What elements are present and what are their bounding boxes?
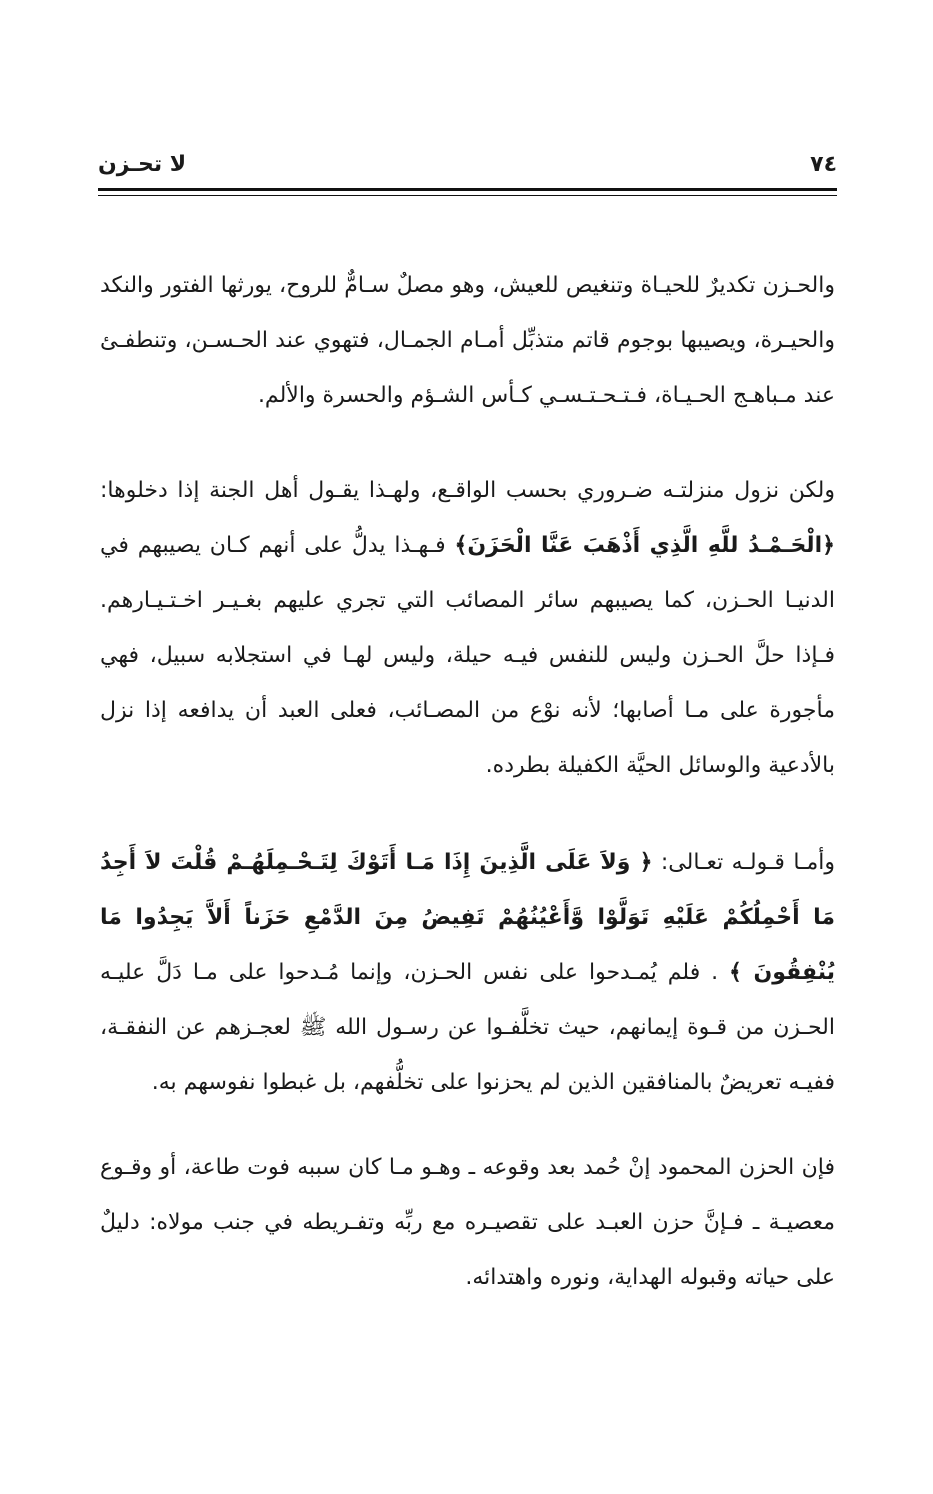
book-title: لا تحـزن xyxy=(98,152,187,177)
paragraph-4: فإن الحزن المحمود إنْ حُمد بعد وقوعه ـ وهـو مـا كان سببه فوت طاعة، أو وقـوع معصيـة ـ فـإنَّ حزن العبـد على تقصيـره مع ربِّه وتفـريطه في جنب مولاه: دليلٌ على حياته وقبوله الهداية، ونوره واهتدائه. xyxy=(100,1155,835,1290)
paragraph-3-intro: وأمـا قـولـه تعـالى: xyxy=(652,850,835,875)
header-rule-thick xyxy=(98,188,837,191)
page-header xyxy=(98,150,837,188)
body-text xyxy=(100,258,835,1305)
paragraph-1: والحـزن تكديرٌ للحيـاة وتنغيص للعيش، وهو مصلٌ سـامٌّ للروح، يورثها الفتور والنكد والحيـرة، ويصيبها بوجوم قاتم متذبِّل أمـام الجمـال، فتهوي عند الحـسـن، وتنطفـئ عند مـباهـج الحـيـاة، فـتـحـتـسـي كـأس الشـؤم والحسرة والألم. xyxy=(100,273,835,408)
quran-verse-1: ﴿الْحَـمْـدُ للَّهِ الَّذِي أَذْهَبَ عَنَّا الْحَزَنَ﴾ xyxy=(454,533,835,558)
quran-verse-2: ﴿ وَلاَ عَلَى الَّذِينَ إِذَا مَـا أَتَوْكَ لِتَـحْـمِلَهُـمْ قُلْتَ لاَ أَجِدُ مَا أَحْمِلُكُمْ عَلَيْهِ تَوَلَّوْا وَّأَعْيُنُهُمْ تَفِيضُ مِنَ الدَّمْعِ حَزَناً أَلاَّ يَجِدُوا مَا يُنْفِقُونَ ﴾ xyxy=(100,850,835,985)
paragraph-2 xyxy=(100,463,835,793)
page-number: ٧٤ xyxy=(810,152,837,177)
paragraph-3-body: . فلم يُمـدحوا على نفس الحـزن، وإنما مُـدحوا على مـا دَلَّ عليـه الحـزن من قـوة إيمانهم، حيث تخلَّفـوا عن رسـول الله ﷺ لعجـزهم عن النفقـة، ففيـه تعريضٌ بالمنافقين الذين لم يحزنوا على تخلُّفهم، بل غبطوا نفوسهم به. xyxy=(100,960,835,1095)
paragraph-2-intro: ولكن نزول منزلتـه ضـروري بحسب الواقـع، ولهـذا يقـول أهل الجنة إذا دخلوها: xyxy=(100,478,835,503)
paragraph-3 xyxy=(100,835,835,1110)
paragraph-2-body: فـهـذا يدلُّ على أنهم كـان يصيبهم في الدنيـا الحـزن، كما يصيبهم سائر المصائب التي تجري عليهم بغـيـر اخـتـيـارهم. فـإذا حلَّ الحـزن وليس للنفس فيـه حيلة، وليس لهـا في استجلابه سبيل، فهي مأجورة على مـا أصابها؛ لأنه نوْع من المصـائب، فعلى العبد أن يدافعه إذا نزل بالأدعية والوسائل الحيَّة الكفيلة بطرده. xyxy=(100,533,835,778)
header-rule-thin xyxy=(98,195,837,196)
